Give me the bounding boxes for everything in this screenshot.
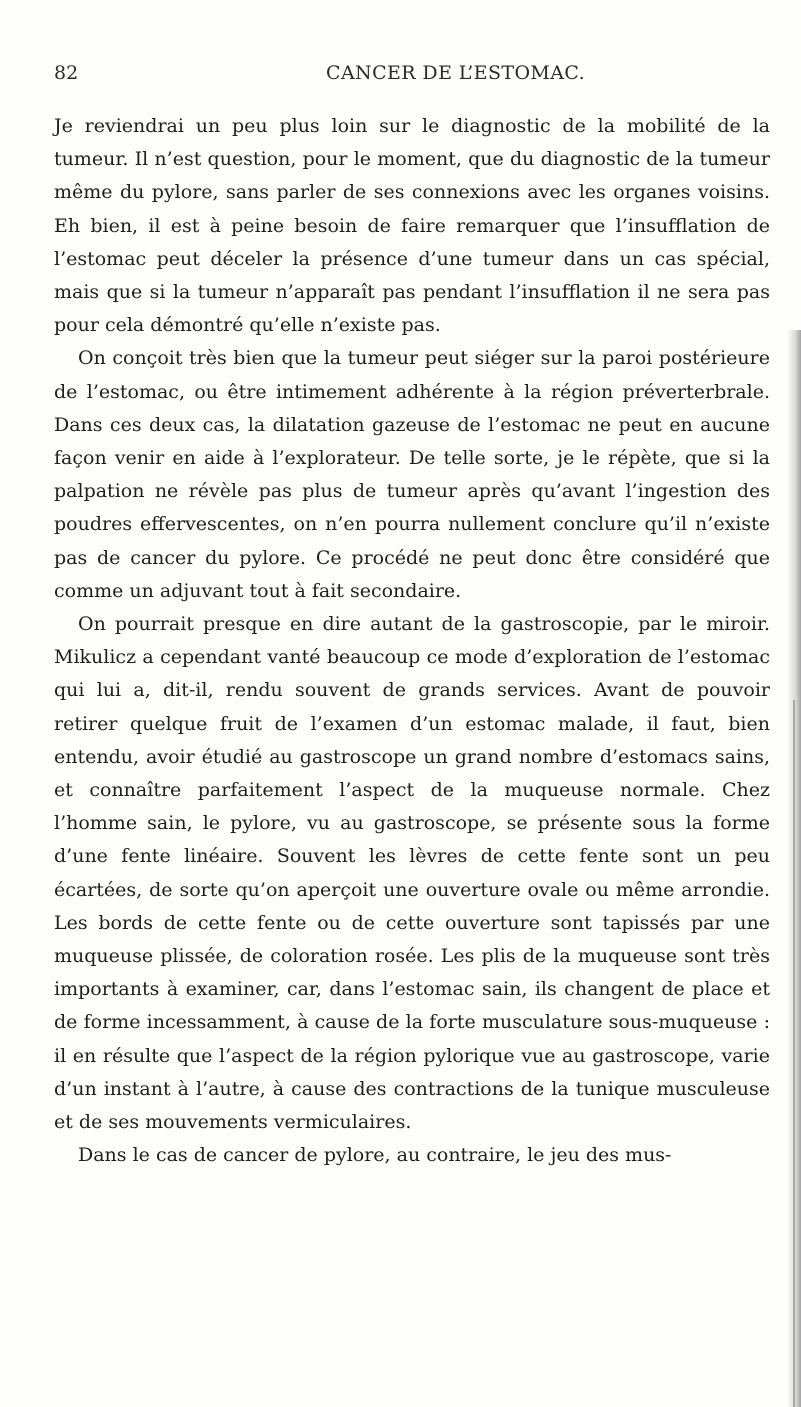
- page-edge-line: [793, 700, 795, 1407]
- running-head: [54, 62, 774, 92]
- paragraph-4: Dans le cas de cancer de pylore, au contraire, le jeu des mus-: [78, 1144, 672, 1167]
- paragraph-2: On conçoit très bien que la tumeur peut siéger sur la paroi postérieure de l’estomac, ou être intimement adhérente à la région préverterbrale. Dans ces deux cas, la dilatation gazeuse de l’estomac ne peut en aucune façon venir en aide à l’explorateur. De telle sorte, je le répète, que si la palpation ne révèle pas plus de tumeur après qu’avant l’ingestion des poudres effervescentes, on n’en pourra nullement conclure qu’il n’existe pas de cancer du pylore. Ce procédé ne peut donc être considéré que comme un adjuvant tout à fait secondaire.: [54, 347, 770, 602]
- running-title: CANCER DE L’ESTOMAC.: [326, 62, 586, 84]
- paragraph-1: Je reviendrai un peu plus loin sur le diagnostic de la mobilité de la tumeur. Il n’est question, pour le moment, que du diagnostic de la tumeur même du pylore, sans parler de ses connexions avec les organes voisins. Eh bien, il est à peine besoin de faire remarquer que l’insufflation de l’estomac peut déceler la présence d’une tumeur dans un cas spécial, mais que si la tumeur n’apparaît pas pendant l’insufflation il ne sera pas pour cela démontré qu’elle n’existe pas.: [54, 115, 770, 337]
- body-text: [54, 110, 770, 1173]
- paragraph-3: On pourrait presque en dire autant de la gastroscopie, par le miroir. Mikulicz a cependant vanté beaucoup ce mode d’exploration de l’estomac qui lui a, dit-il, rendu souvent de grands services. Avant de pouvoir retirer quelque fruit de l’examen d’un estomac malade, il faut, bien entendu, avoir étudié au gastroscope un grand nombre d’estomacs sains, et connaître parfaitement l’aspect de la muqueuse normale. Chez l’homme sain, le pylore, vu au gastroscope, se présente sous la forme d’une fente linéaire. Souvent les lèvres de cette fente sont un peu écartées, de sorte qu’on aperçoit une ouverture ovale ou même arrondie. Les bords de cette fente ou de cette ouverture sont tapissés par une muqueuse plissée, de coloration rosée. Les plis de la muqueuse sont très importants à examiner, car, dans l’estomac sain, ils changent de place et de forme incessamment, à cause de la forte musculature sous-muqueuse : il en résulte que l’aspect de la région pylorique vue au gastroscope, varie d’un instant à l’autre, à cause des contractions de la tunique musculeuse et de ses mouvements vermiculaires.: [54, 613, 770, 1134]
- page-number: 82: [54, 62, 79, 84]
